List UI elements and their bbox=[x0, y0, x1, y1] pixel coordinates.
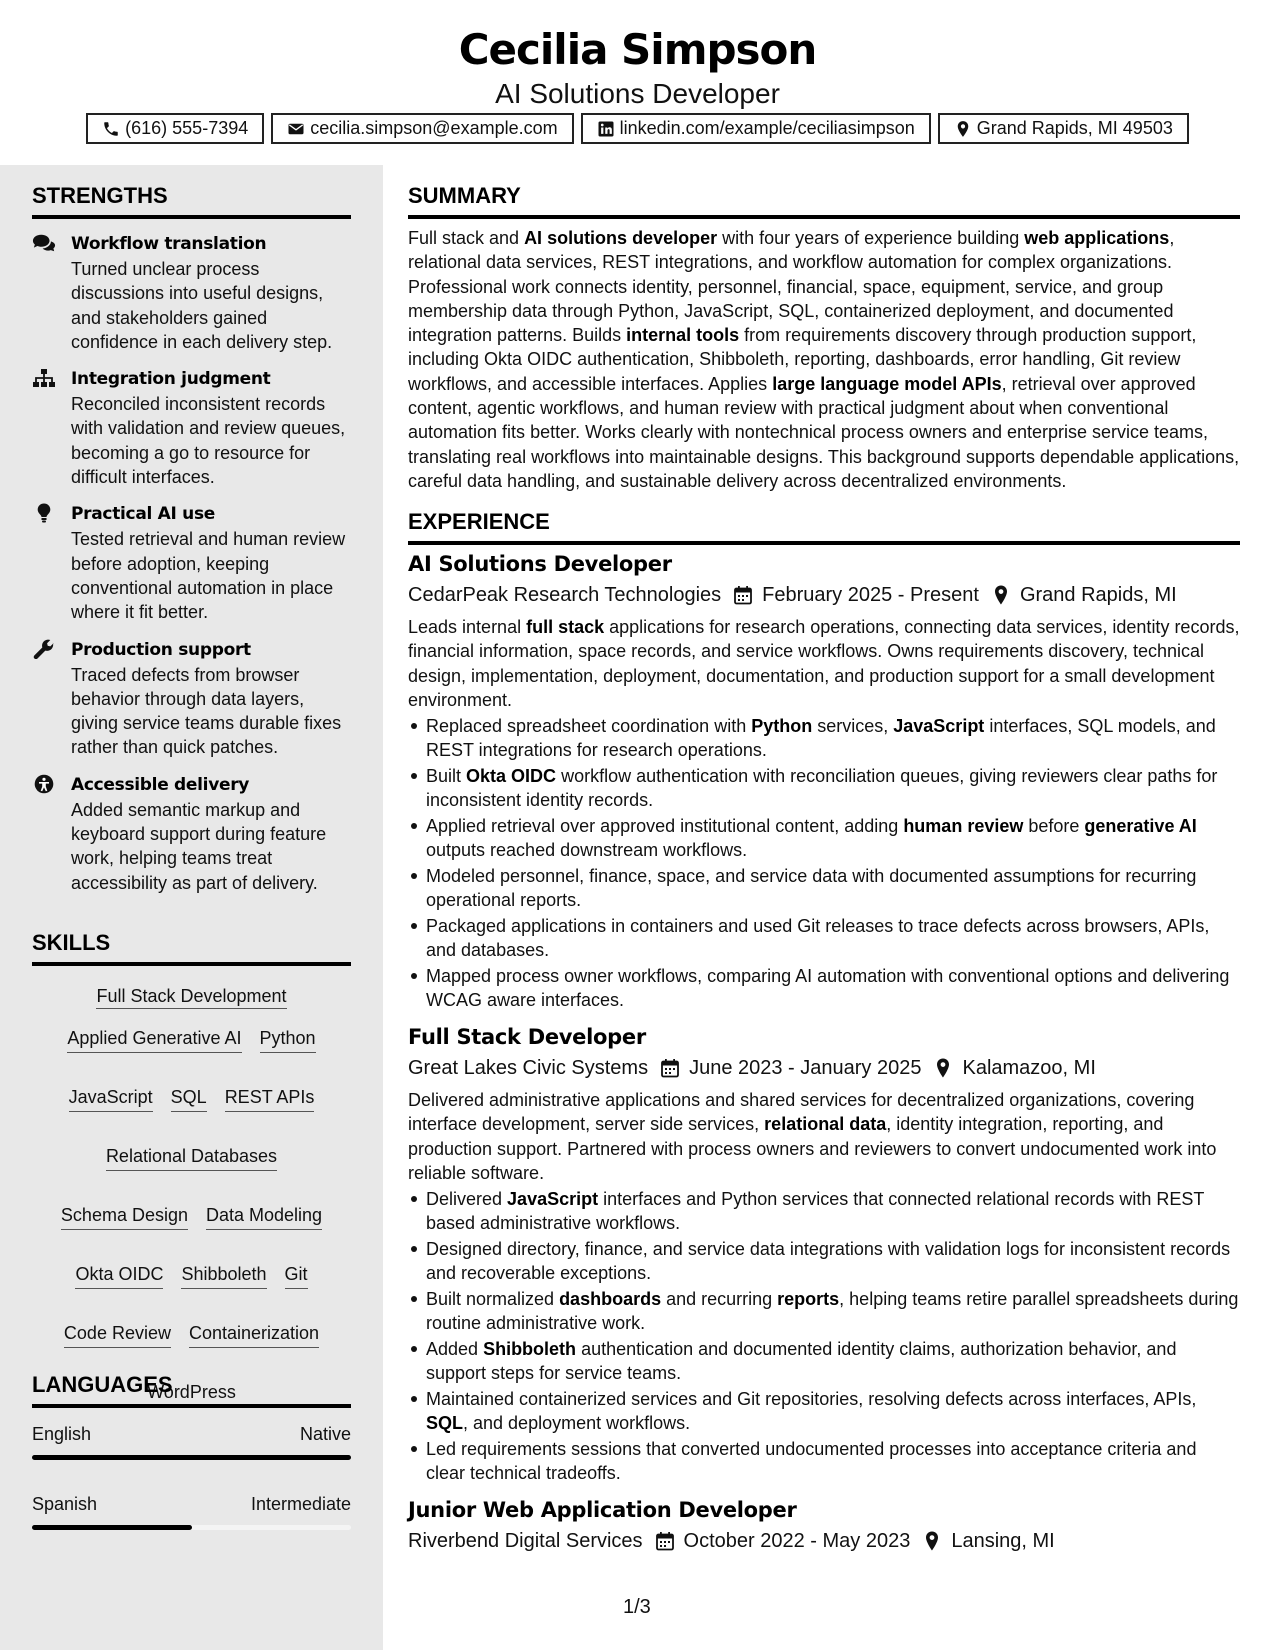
summary-text: Full stack and AI solutions developer with four years of experience building web applications, relational data services, REST integrations, and workflow automation for complex organizations. Professional work connects identity, personnel, financial, space, equipment, service, and group membership data through Python, JavaScript, SQL, containerized deployment, and documented integration patterns. Builds internal tools from requirements discovery through production support, including Okta OIDC authentication, Shibboleth, reporting, dashboards, error handling, Git review workflows, and accessible interfaces. Applies large language model APIs, retrieval over approved content, agentic workflows, and human review with practical judgment about when conventional automation fits better. Works clearly with nontechnical process owners and enterprise service teams, translating real workflows into maintainable designs. This background supports dependable applications, careful data handling, and sustainable delivery across decentralized environments. bbox=[408, 228, 1240, 491]
job-entry bbox=[408, 549, 1240, 1012]
job-meta bbox=[408, 1526, 1240, 1556]
strength-desc: Turned unclear process discussions into useful designs, and stakeholders gained confidence in each delivery step. bbox=[71, 259, 333, 352]
strengths-section bbox=[32, 183, 351, 895]
linkedin-icon bbox=[597, 120, 615, 138]
job-title: Junior Web Application Developer bbox=[408, 1498, 797, 1523]
calendar-icon bbox=[660, 1058, 680, 1078]
contact-phone[interactable] bbox=[86, 113, 264, 144]
skill-tag: Python bbox=[260, 1026, 316, 1053]
strength-item bbox=[32, 772, 351, 895]
skills-heading: SKILLS bbox=[32, 930, 351, 966]
job-dates: June 2023 - January 2025 bbox=[689, 1057, 922, 1080]
contact-linkedin[interactable] bbox=[581, 113, 931, 144]
job-bullet: Designed directory, finance, and service data integrations with validation logs for inconsistent records and recoverable exceptions. bbox=[408, 1237, 1240, 1286]
job-bullet: Maintained containerized services and Git repositories, resolving defects across interfaces, APIs, SQL, and deployment workflows. bbox=[408, 1387, 1240, 1436]
job-bullet: Delivered JavaScript interfaces and Python services that connected relational records with REST based administrative workflows. bbox=[408, 1187, 1240, 1236]
job-bullet: Built Okta OIDC workflow authentication with reconciliation queues, giving reviewers clear paths for inconsistent identity records. bbox=[408, 764, 1240, 813]
job-bullet: Packaged applications in containers and used Git releases to trace defects across browsers, APIs, and databases. bbox=[408, 914, 1240, 963]
job-bullet: Applied retrieval over approved institutional content, adding human review before generative AI outputs reached downstream workflows. bbox=[408, 814, 1240, 863]
skill-row bbox=[42, 984, 341, 1010]
map-pin-icon bbox=[954, 120, 972, 138]
job-bullet: Built normalized dashboards and recurring reports, helping teams retire parallel spreadsheets during routine administrative work. bbox=[408, 1287, 1240, 1336]
skill-tag: Containerization bbox=[189, 1321, 319, 1348]
skills-section bbox=[32, 930, 351, 1407]
envelope-icon bbox=[287, 120, 305, 138]
skill-tag: Relational Databases bbox=[106, 1144, 277, 1171]
skill-tag: Data Modeling bbox=[206, 1203, 322, 1230]
strength-desc: Reconciled inconsistent records with validation and review queues, becoming a go to resource for difficult interfaces. bbox=[71, 394, 346, 488]
job-entry bbox=[408, 1022, 1240, 1485]
contact-bar bbox=[0, 113, 1275, 144]
strength-title: Integration judgment bbox=[71, 369, 271, 390]
strength-item bbox=[32, 231, 351, 354]
job-description: Leads internal full stack applications for research operations, connecting data services, identity records, financial information, space records, and service workflows. Owns requirements discovery, technical design, implementation, deployment, documentation, and production support for a small development environment. bbox=[408, 617, 1240, 710]
job-company: Great Lakes Civic Systems bbox=[408, 1057, 649, 1080]
skill-tag: Okta OIDC bbox=[75, 1262, 163, 1289]
job-company: CedarPeak Research Technologies bbox=[408, 584, 722, 606]
job-company: Riverbend Digital Services bbox=[408, 1530, 643, 1553]
summary-section bbox=[408, 183, 1240, 493]
phone-icon bbox=[102, 120, 120, 138]
languages-heading: LANGUAGES bbox=[32, 1372, 351, 1408]
language-name: English bbox=[32, 1424, 92, 1444]
language-level: Native bbox=[299, 1424, 351, 1444]
resume-header bbox=[0, 22, 1275, 110]
contact-email-text: cecilia.simpson@example.com bbox=[310, 118, 558, 138]
contact-phone-text: (616) 555-7394 bbox=[125, 118, 249, 138]
language-proficiency-bar bbox=[32, 1455, 351, 1460]
skill-tag: Code Review bbox=[64, 1321, 171, 1348]
strength-desc: Tested retrieval and human review before adoption, keeping conventional automation in place where it fit better. bbox=[71, 529, 346, 623]
skill-tag: Git bbox=[285, 1262, 308, 1289]
job-description: Delivered administrative applications and shared services for decentralized organizations, covering interface development, server side services, relational data, identity integration, reporting, and production support. Partnered with process owners and reviewers to convert undocumented work into reliable software. bbox=[408, 1090, 1217, 1183]
language-item bbox=[32, 1422, 351, 1460]
candidate-name: Cecilia Simpson bbox=[458, 25, 817, 74]
contact-email[interactable] bbox=[271, 113, 573, 144]
language-proficiency-fill bbox=[32, 1455, 351, 1460]
contact-location-text: Grand Rapids, MI 49503 bbox=[976, 118, 1173, 138]
skill-tag: Schema Design bbox=[61, 1203, 188, 1230]
skill-tag: Applied Generative AI bbox=[67, 1026, 241, 1053]
job-entry bbox=[408, 1495, 1240, 1556]
language-proficiency-bar bbox=[32, 1525, 351, 1530]
job-location: Lansing, MI bbox=[951, 1530, 1055, 1553]
calendar-icon bbox=[655, 1531, 675, 1551]
job-bullets bbox=[408, 714, 1240, 1013]
strength-title: Accessible delivery bbox=[71, 774, 250, 795]
strength-desc: Added semantic markup and keyboard support during feature work, helping teams treat accessibility as part of delivery. bbox=[71, 799, 327, 893]
language-level: Intermediate bbox=[250, 1494, 351, 1514]
strength-desc: Traced defects from browser behavior through data layers, giving service teams durable fixes rather than quick patches. bbox=[71, 664, 342, 758]
job-location: Grand Rapids, MI bbox=[1019, 584, 1177, 606]
job-location: Kalamazoo, MI bbox=[962, 1057, 1096, 1080]
job-dates: February 2025 - Present bbox=[762, 584, 979, 606]
wrench-icon bbox=[32, 639, 56, 659]
accessibility-icon bbox=[32, 774, 56, 794]
calendar-icon bbox=[733, 585, 753, 605]
experience-heading: EXPERIENCE bbox=[408, 509, 1240, 545]
map-pin-icon bbox=[922, 1531, 942, 1551]
contact-location bbox=[938, 113, 1189, 144]
job-meta bbox=[408, 580, 1240, 610]
map-pin-icon bbox=[991, 585, 1011, 605]
candidate-title: AI Solutions Developer bbox=[495, 78, 780, 109]
job-bullets bbox=[408, 1187, 1240, 1486]
job-title: AI Solutions Developer bbox=[408, 552, 672, 576]
strength-title: Workflow translation bbox=[71, 234, 267, 254]
language-name: Spanish bbox=[32, 1494, 98, 1514]
map-pin-icon bbox=[933, 1058, 953, 1078]
languages-section bbox=[32, 1372, 351, 1530]
strength-item bbox=[32, 501, 351, 624]
skills-list bbox=[32, 984, 351, 1407]
job-dates: October 2022 - May 2023 bbox=[683, 1530, 911, 1553]
job-bullet: Led requirements sessions that converted undocumented processes into acceptance criteria and clear technical tradeoffs. bbox=[408, 1437, 1240, 1486]
chat-bubbles-icon bbox=[32, 233, 56, 253]
job-bullet: Added Shibboleth authentication and documented identity claims, authorization behavior, and support steps for service teams. bbox=[408, 1337, 1240, 1386]
job-bullet: Modeled personnel, finance, space, and service data with documented assumptions for recurring operational reports. bbox=[408, 864, 1240, 913]
strength-title: Practical AI use bbox=[71, 504, 215, 525]
skill-tag: JavaScript bbox=[69, 1085, 153, 1112]
lightbulb-icon bbox=[32, 503, 56, 523]
strength-item bbox=[32, 637, 351, 760]
job-title: Full Stack Developer bbox=[408, 1025, 646, 1050]
skill-tag: Full Stack Development bbox=[96, 986, 286, 1009]
experience-section bbox=[408, 509, 1240, 1556]
skill-tag: WordPress bbox=[147, 1380, 236, 1407]
skill-tag: REST APIs bbox=[225, 1085, 315, 1112]
strength-item bbox=[32, 366, 351, 489]
contact-linkedin-text: linkedin.com/example/ceciliasimpson bbox=[619, 118, 915, 138]
language-proficiency-fill bbox=[32, 1525, 192, 1530]
job-meta bbox=[408, 1053, 1240, 1083]
page-number: 1/3 bbox=[623, 1596, 651, 1618]
language-item bbox=[32, 1492, 351, 1530]
summary-heading: SUMMARY bbox=[408, 183, 1240, 219]
job-bullet: Replaced spreadsheet coordination with Python services, JavaScript interfaces, SQL models, and REST integrations for research operations. bbox=[408, 714, 1240, 763]
sitemap-icon bbox=[32, 368, 56, 388]
strengths-heading: STRENGTHS bbox=[32, 183, 351, 219]
strength-title: Production support bbox=[71, 639, 251, 660]
skill-tag: SQL bbox=[171, 1085, 207, 1112]
skill-tag: Shibboleth bbox=[181, 1262, 266, 1289]
job-bullet: Mapped process owner workflows, comparing AI automation with conventional options and delivering WCAG aware interfaces. bbox=[408, 964, 1240, 1013]
